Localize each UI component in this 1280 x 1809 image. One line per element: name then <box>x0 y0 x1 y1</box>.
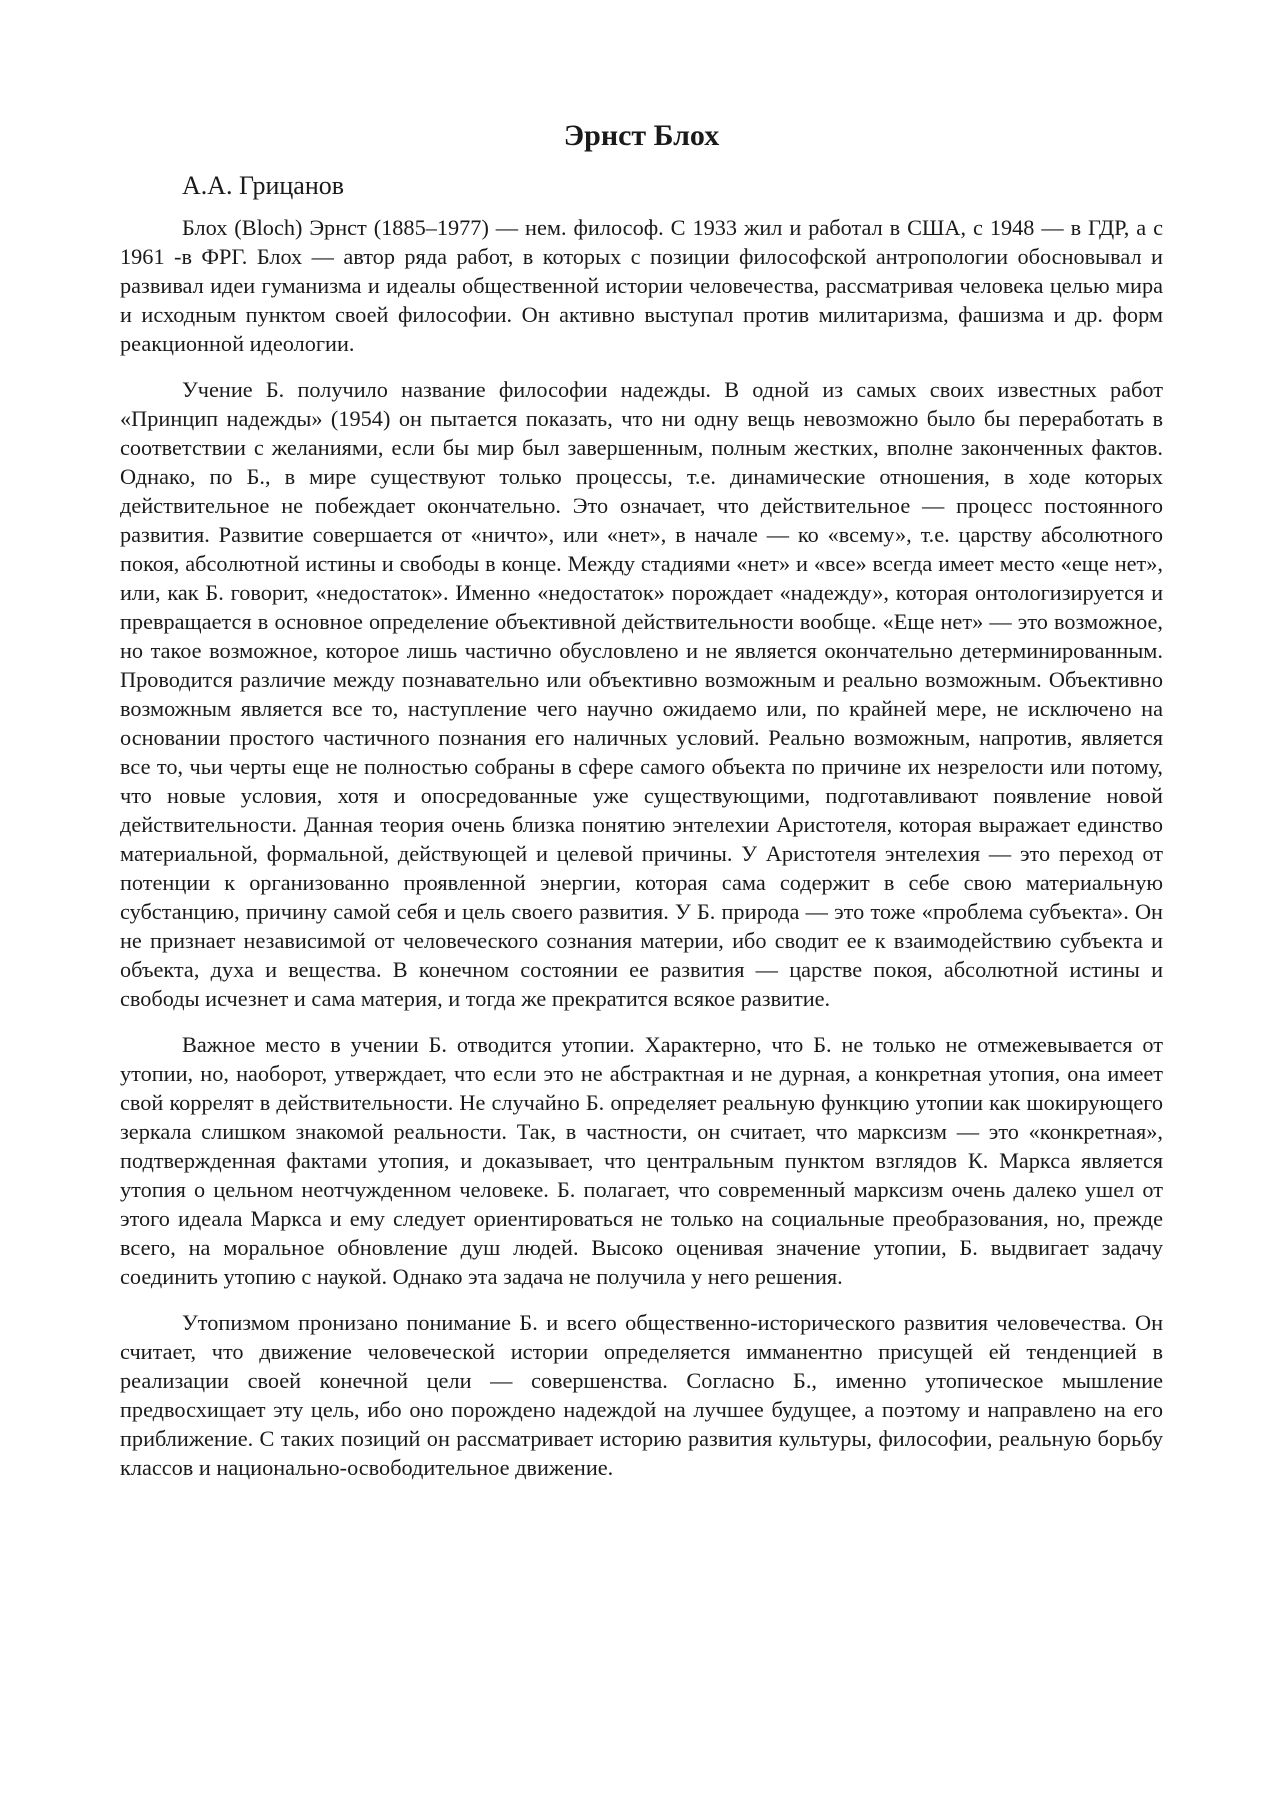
paragraph-3: Важное место в учении Б. отводится утопии. Характерно, что Б. не только не отмежевывается от утопии, но, наоборот, утверждает, что если это не абстрактная и не дурная, а конкретная утопия, она имеет свой коррелят в действительности. Не случайно Б. определяет реальную функцию утопии как шокирующего зеркала слишком знакомой реальности. Так, в частности, он считает, что марксизм — это «конкретная», подтвержденная фактами утопия, и доказывает, что центральным пунктом взглядов К. Маркса является утопия о цельном неотчужденном человеке. Б. полагает, что современный марксизм очень далеко ушел от этого идеала Маркса и ему следует ориентироваться не только на социальные преобразования, но, прежде всего, на моральное обновление душ людей. Высоко оценивая значение утопии, Б. выдвигает задачу соединить утопию с наукой. Однако эта задача не получила у него решения. <box>120 1031 1163 1289</box>
author-name: А.А. Грицанов <box>182 171 345 200</box>
document-title: Эрнст Блох <box>563 119 720 152</box>
paragraph-1: Блох (Bloch) Эрнст (1885–1977) — нем. философ. С 1933 жил и работал в США, с 1948 — в ГДР, а с 1961 -в ФРГ. Блох — автор ряда работ, в которых с позиции философской антропологии обосновывал и развивал идеи гуманизма и идеалы общественной истории человечества, рассматривая человека целью мира и исходным пунктом своей философии. Он активно выступал против милитаризма, фашизма и др. форм реакционной идеологии. <box>120 214 1163 356</box>
paragraph-4: Утопизмом пронизано понимание Б. и всего общественно-исторического развития человечества. Он считает, что движение человеческой истории определяется имманентно присущей ей тенденцией в реализации своей конечной цели — совершенства. Согласно Б., именно утопическое мышление предвосхищает эту цель, ибо оно порождено надеждой на лучшее будущее, а поэтому и направлено на его приближение. С таких позиций он рассматривает историю развития культуры, философии, реальную борьбу классов и национально-освободительное движение. <box>120 1309 1163 1480</box>
document-content <box>120 118 1163 1499</box>
paragraph-2: Учение Б. получило название философии надежды. В одной из самых своих известных работ «Принцип надежды» (1954) он пытается показать, что ни одну вещь невозможно было бы переработать в соответствии с желаниями, если бы мир был завершенным, полным жестких, вполне законченных фактов. Однако, по Б., в мире существуют только процессы, т.е. динамические отношения, в ходе которых действительное не побеждает окончательно. Это означает, что действительное — процесс постоянного развития. Развитие совершается от «ничто», или «нет», в начале — ко «всему», т.е. царству абсолютного покоя, абсолютной истины и свободы в конце. Между стадиями «нет» и «все» всегда имеет место «еще нет», или, как Б. говорит, «недостаток». Именно «недостаток» порождает «надежду», которая онтологизируется и превращается в основное определение объективной действительности вообще. «Еще нет» — это возможное, но такое возможное, которое лишь частично обусловлено и не является окончательно детерминированным. Проводится различие между познавательно или объективно возможным и реально возможным. Объективно возможным является все то, наступление чего научно ожидаемо или, по крайней мере, не исключено на основании простого частичного познания его наличных условий. Реально возможным, напротив, является все то, чьи черты еще не полностью собраны в сфере самого объекта по причине их незрелости или потому, что новые условия, хотя и опосредованные уже существующими, подготавливают появление новой действительности. Данная теория очень близка понятию энтелехии Аристотеля, которая выражает единство материальной, формальной, действующей и целевой причины. У Аристотеля энтелехия — это переход от потенции к организованно проявленной энергии, которая сама содержит в себе свою материальную субстанцию, причину самой себя и цель своего развития. У Б. природа — это тоже «проблема субъекта». Он не признает независимой от человеческого сознания материи, ибо сводит ее к взаимодействию субъекта и объекта, духа и вещества. В конечном состоянии ее развития — царстве покоя, абсолютной истины и свободы исчезнет и сама материя, и тогда же прекратится всякое развитие. <box>120 376 1163 1011</box>
